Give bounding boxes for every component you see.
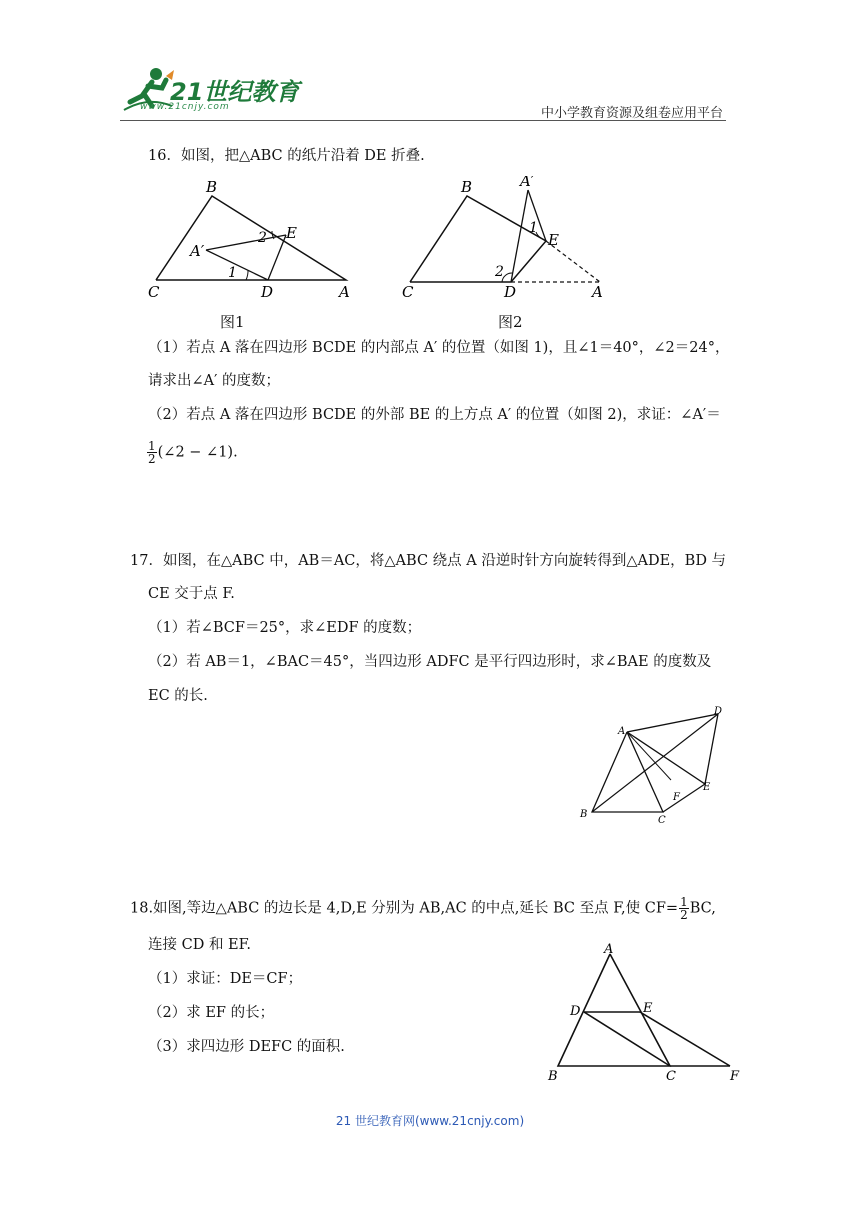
q18-part1: （1）求证：DE＝CF； (148, 971, 303, 987)
q18-label-A: A (604, 942, 614, 957)
q18-part3: （3）求四边形 DEFC 的面积. (148, 1039, 345, 1055)
fig2-label-A: A (592, 283, 603, 301)
fig1-label-E: E (286, 224, 297, 242)
fig2-label-D: D (504, 283, 517, 301)
q16-part1-line1: （1）若点 A 落在四边形 BCDE 的内部点 A′ 的位置（如图 1)，且∠1＝40°，∠2＝24°， (148, 340, 730, 356)
fig2-caption: 图2 (498, 313, 523, 331)
header-divider (120, 120, 726, 121)
fig2-label-B: B (461, 178, 473, 196)
fig1-label-A: A (339, 283, 350, 301)
q17-part2-line2: EC 的长. (148, 688, 208, 704)
fig1-label-B: B (206, 178, 218, 196)
q17-line1: 17．如图，在△ABC 中，AB＝AC，将△ABC 绕点 A 沿逆时针方向旋转得到△ADE，BD 与 (130, 553, 727, 569)
fig2-label-angle2: 2 (495, 264, 504, 280)
q16-figures (140, 176, 620, 306)
fig1-label-C: C (148, 283, 160, 301)
q17-part2-line1: （2）若 AB＝1，∠BAC＝45°，当四边形 ADFC 是平行四边形时，求∠BAE 的度数及 (148, 654, 712, 670)
q17-label-D: D (714, 706, 723, 717)
header-platform-text: 中小学教育资源及组卷应用平台 (540, 106, 723, 121)
q18-line2: 连接 CD 和 EF. (148, 937, 252, 953)
q16-part2-line1: （2）若点 A 落在四边形 BCDE 的外部 BE 的上方点 A′ 的位置（如图 2)，求证：∠A′＝ (148, 407, 721, 423)
q18-figure (540, 942, 750, 1084)
site-logo (122, 62, 302, 120)
q18-label-E: E (643, 1001, 653, 1016)
q17-part1: （1）若∠BCF＝25°，求∠EDF 的度数； (148, 620, 422, 636)
fig1-label-A1: A′ (190, 242, 205, 260)
logo-text: 21世纪教育 (170, 78, 300, 106)
q17-figure (575, 702, 725, 824)
fig2-label-C: C (402, 283, 414, 301)
q17-label-A: A (618, 726, 626, 737)
q17-label-C: C (658, 815, 666, 824)
q18-label-D: D (570, 1004, 581, 1019)
fig2-label-E: E (548, 231, 559, 249)
q16-part2-line2: $\frac{1}{2}$ (∠2 − ∠1). (148, 439, 238, 466)
q18-part2: （2）求 EF 的长； (148, 1005, 275, 1021)
fraction-half: $\frac{1}{2}$ (680, 895, 688, 922)
q18-label-C: C (666, 1069, 676, 1084)
q16-stem: 16．如图，把△ABC 的纸片沿着 DE 折叠. (148, 148, 425, 164)
q18-label-B: B (548, 1069, 558, 1084)
q16-part1-line2: 请求出∠A′ 的度数； (148, 373, 281, 389)
fig1-label-D: D (261, 283, 274, 301)
fraction-half: $\frac{1}{2}$ (148, 439, 156, 466)
logo-url: www.21cnjy.com (140, 102, 230, 112)
q16-figure-2 (402, 176, 603, 301)
fig1-caption: 图1 (220, 313, 245, 331)
fig1-label-angle1: 1 (228, 265, 237, 281)
q17-line2: CE 交于点 F. (148, 586, 235, 602)
q16-figure-1 (148, 178, 350, 301)
fig1-label-angle2: 2 (258, 230, 267, 246)
q18-label-F: F (730, 1069, 740, 1084)
q17-label-F: F (673, 792, 680, 803)
fig2-label-A1: A′ (520, 176, 535, 190)
q17-label-B: B (580, 809, 588, 820)
q17-label-E: E (703, 782, 711, 793)
fig2-label-angle1: 1 (529, 220, 538, 236)
footer-link[interactable]: 21 世纪教育网(www.21cnjy.com) (335, 1114, 525, 1128)
q18-line1: 18.如图,等边△ABC 的边长是 4,D,E 分别为 AB,AC 的中点,延长 BC 至点 F,使 CF= $\frac{1}{2}$ BC, (130, 895, 716, 922)
